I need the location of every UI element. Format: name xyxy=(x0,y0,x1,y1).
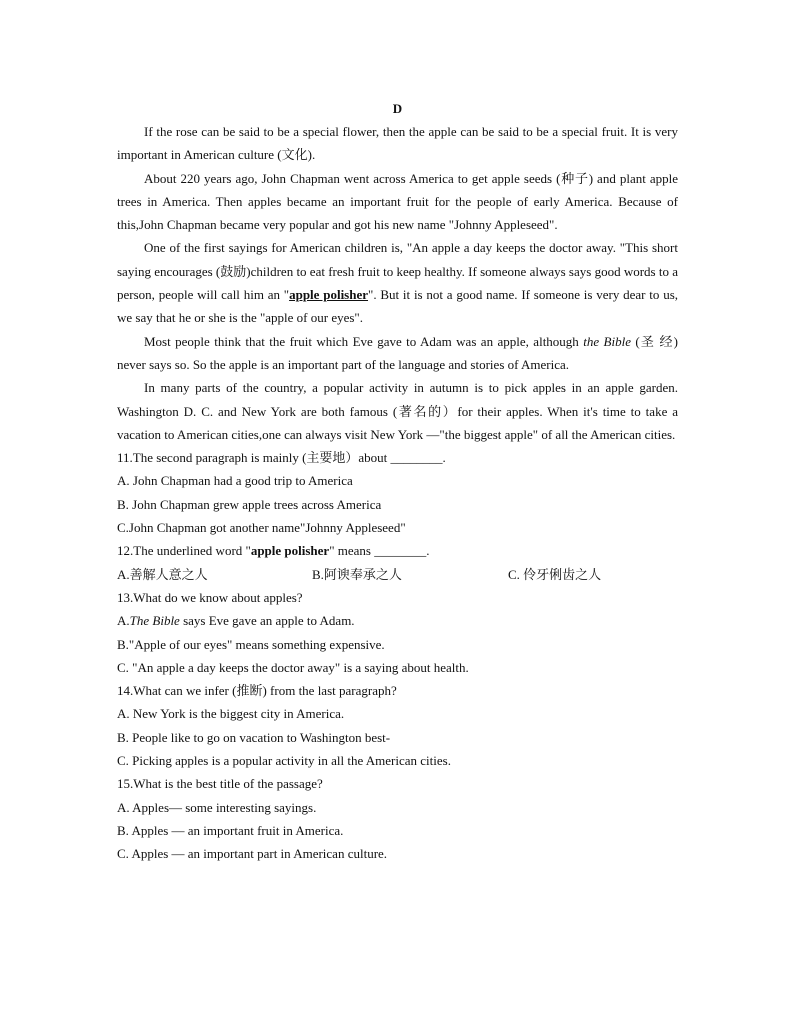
bible-italic-title: the Bible xyxy=(583,333,631,349)
question-12-options xyxy=(117,563,678,586)
question-11-stem: 11.The second paragraph is mainly (主要地）about ________. xyxy=(117,450,446,466)
passage-paragraph-3 xyxy=(117,236,678,329)
passage-paragraph-1: If the rose can be said to be a special flower, then the apple can be said to be a special fruit. It is very important in American culture (文化). xyxy=(117,124,678,163)
paragraph-4-text-end: (圣 经) never says so. So the apple is an important part of the language and stories of America. xyxy=(117,333,678,372)
question-12-bold-word: apple polisher xyxy=(250,543,330,559)
question-13-option-a xyxy=(117,609,678,632)
reading-section xyxy=(117,97,678,866)
underlined-word-apple-polisher: apple polisher xyxy=(289,287,369,303)
question-13-option-a-prefix: A. xyxy=(117,613,130,629)
question-14-option-a: A. New York is the biggest city in America. xyxy=(117,706,345,722)
question-12-option-c: C. 伶牙俐齿之人 xyxy=(508,566,602,582)
question-11-option-c: C.John Chapman got another name"Johnny Appleseed" xyxy=(117,520,406,536)
question-12-stem-end: " means ________. xyxy=(329,543,430,559)
section-title: D xyxy=(392,101,403,116)
passage-paragraph-4 xyxy=(117,330,678,377)
question-13-option-a-text: says Eve gave an apple to Adam. xyxy=(179,613,355,629)
question-11-option-b: B. John Chapman grew apple trees across America xyxy=(117,496,382,512)
question-15-option-c: C. Apples — an important part in American culture. xyxy=(117,846,388,862)
paragraph-3-text-start: One of the first sayings for American children is, "An apple a day keeps the doctor away. "This short saying encourages (鼓励)children to eat fresh fruit to keep healthy. If someone always says good words to a person, people will call him an " xyxy=(117,240,678,303)
question-11-option-a: A. John Chapman had a good trip to America xyxy=(117,473,353,489)
paragraph-4-text-start: Most people think that the fruit which Eve gave to Adam was an apple, although xyxy=(144,333,584,349)
question-12-option-b: B.阿谀奉承之人 xyxy=(312,566,402,582)
question-13-option-c: C. "An apple a day keeps the doctor away" is a saying about health. xyxy=(117,659,469,675)
question-12-option-a: A.善解人意之人 xyxy=(117,566,208,582)
question-13-stem: 13.What do we know about apples? xyxy=(117,589,303,605)
paragraph-3-text-end: ". But it is not a good name. If someone is very dear to us, we say that he or she is the "apple of our eyes". xyxy=(117,287,679,326)
question-15-option-a: A. Apples— some interesting sayings. xyxy=(117,799,317,815)
question-15-option-b: B. Apples — an important fruit in America. xyxy=(117,822,344,838)
question-14-option-c: C. Picking apples is a popular activity in all the American cities. xyxy=(117,753,451,769)
question-12-stem xyxy=(117,539,678,562)
passage-paragraph-2: About 220 years ago, John Chapman went across America to get apple seeds (种子) and plant apple trees in America. Then apples became an important fruit for the people of early America. Because of this,John Chapman became very popular and got his new name "Johnny Appleseed". xyxy=(117,170,678,233)
question-13-bible-italic: The Bible xyxy=(129,613,180,629)
question-15-stem: 15.What is the best title of the passage? xyxy=(117,776,323,792)
question-14-stem: 14.What can we infer (推断) from the last paragraph? xyxy=(117,683,397,699)
question-13-option-b: B."Apple of our eyes" means something expensive. xyxy=(117,636,385,652)
passage-paragraph-5: In many parts of the country, a popular activity in autumn is to pick apples in an apple garden. Washington D. C. and New York are both famous (著名的）for their apples. When it's time to take a vacation to American cities,one can always visit New York —"the biggest apple" of all the American cities. xyxy=(117,380,678,442)
question-14-option-b: B. People like to go on vacation to Washington best- xyxy=(117,729,391,745)
question-12-stem-start: 12.The underlined word " xyxy=(117,543,251,559)
